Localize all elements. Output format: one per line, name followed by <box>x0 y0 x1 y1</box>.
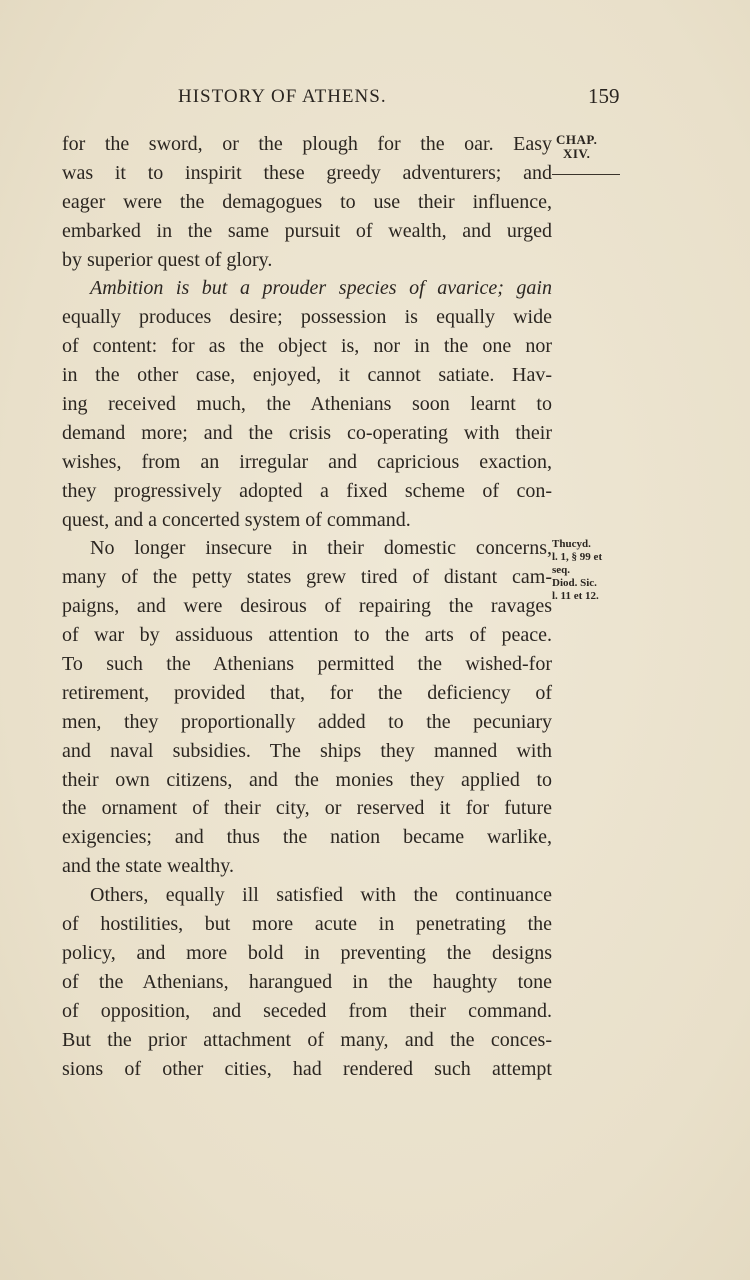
text-line: of opposition, and seceded from their command. <box>62 999 552 1022</box>
text-line: men, they proportionally added to the pecuniary <box>62 710 552 733</box>
text-line: and naval subsidies. The ships they manned with <box>62 739 552 762</box>
citation-line: Thucyd. <box>552 538 591 550</box>
text-line: they progressively adopted a fixed scheme of con- <box>62 479 552 502</box>
text-line: Others, equally ill satisfied with the continuance <box>90 884 552 907</box>
text-line: the ornament of their city, or reserved it for future <box>62 797 552 820</box>
text-line: demand more; and the crisis co-operating with their <box>62 421 552 444</box>
marginal-citation <box>552 538 602 603</box>
text-line: No longer insecure in their domestic concerns, <box>90 537 552 560</box>
text-line: was it to inspirit these greedy adventurers; and <box>62 161 552 184</box>
text-line: of hostilities, but more acute in penetrating the <box>62 913 552 936</box>
text-line: their own citizens, and the monies they applied to <box>62 768 552 791</box>
text-line: sions of other cities, had rendered such attempt <box>62 1057 552 1080</box>
text-line: quest, and a concerted system of command. <box>62 508 411 531</box>
citation-line: Diod. Sic. <box>552 577 597 589</box>
citation-line: l. 1, § 99 et <box>552 551 603 563</box>
chapter-rule <box>552 174 620 175</box>
citation-line: seq. <box>552 564 571 576</box>
text-line: of the Athenians, harangued in the haughty tone <box>62 970 552 993</box>
text-line: paigns, and were desirous of repairing the ravages <box>62 595 552 618</box>
text-line: To such the Athenians permitted the wished-for <box>62 653 552 676</box>
text-line: many of the petty states grew tired of distant cam- <box>62 566 552 589</box>
running-head: HISTORY OF ATHENS. <box>178 86 387 107</box>
text-line: by superior quest of glory. <box>62 248 273 271</box>
text-line: policy, and more bold in preventing the designs <box>62 941 552 964</box>
citation-line: l. 11 et 12. <box>552 590 599 602</box>
text-line: for the sword, or the plough for the oar. Easy <box>62 133 552 155</box>
text-line: wishes, from an irregular and capricious exaction, <box>62 450 552 473</box>
text-line: retirement, provided that, for the deficiency of <box>62 681 552 704</box>
text-line: exigencies; and thus the nation became warlike, <box>62 826 552 849</box>
text-line: in the other case, enjoyed, it cannot satiate. Hav- <box>62 364 552 387</box>
chapter-label-line: XIV. <box>562 146 591 161</box>
text-line: Ambition is but a prouder species of avarice; gain <box>90 277 552 300</box>
page-number: 159 <box>588 84 620 108</box>
text-line: eager were the demagogues to use their influence, <box>62 190 552 213</box>
chapter-label-line: CHAP. <box>556 132 598 147</box>
text-line: of content: for as the object is, nor in the one nor <box>62 335 552 358</box>
text-line: ing received much, the Athenians soon learnt to <box>62 393 552 416</box>
text-line: of war by assiduous attention to the arts of peace. <box>62 624 552 647</box>
text-line: and the state wealthy. <box>62 855 234 878</box>
text-line: embarked in the same pursuit of wealth, and urged <box>62 219 552 242</box>
text-line: equally produces desire; possession is equally wide <box>62 306 552 329</box>
text-line: But the prior attachment of many, and the conces- <box>62 1028 552 1051</box>
body-text <box>62 130 552 1083</box>
chapter-label <box>556 133 597 161</box>
